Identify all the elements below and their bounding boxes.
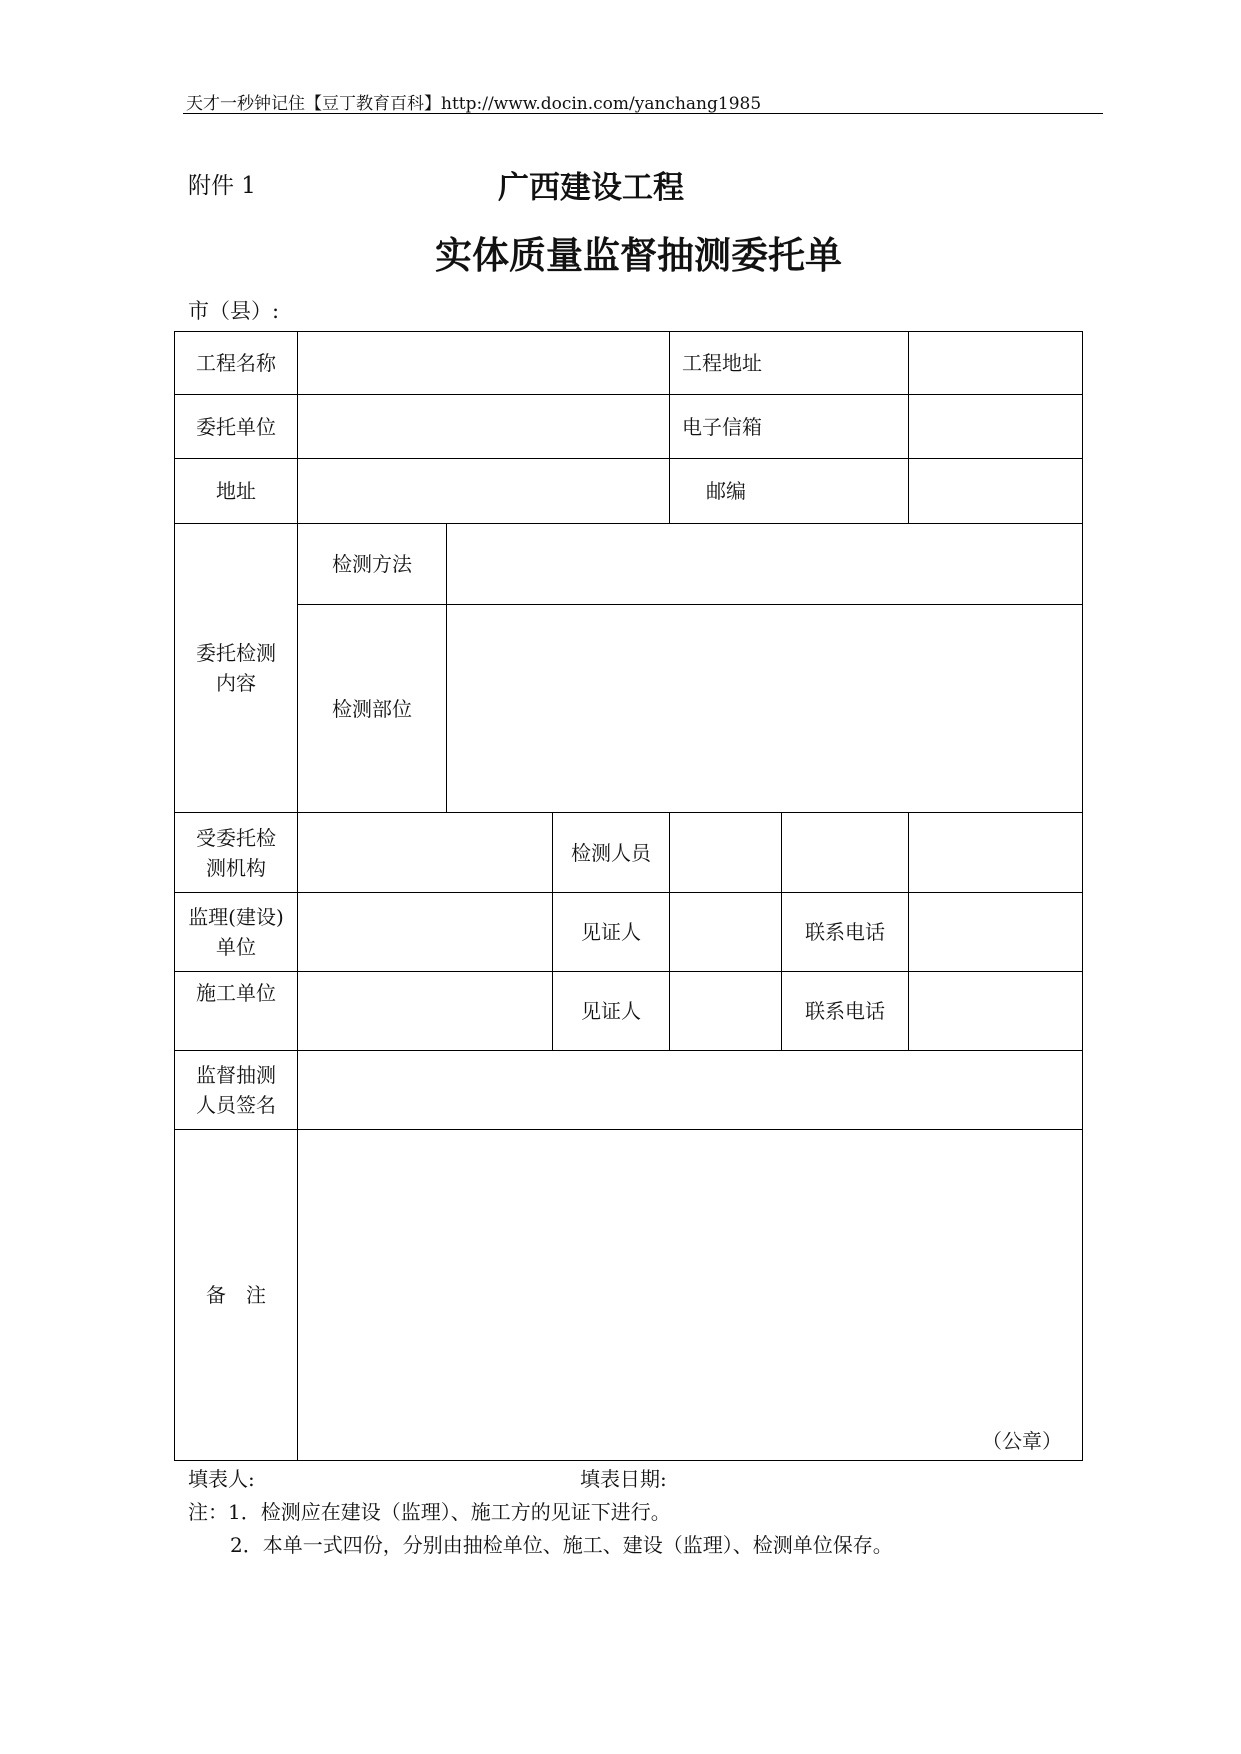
phone-label-1: 联系电话 <box>782 893 909 972</box>
row-signature <box>175 1051 1083 1130</box>
test-content-label: 委托检测 内容 <box>175 524 298 813</box>
email-label: 电子信箱 <box>670 395 909 459</box>
filled-by-label: 填表人: <box>188 1467 255 1491</box>
test-location-label: 检测部位 <box>298 605 447 813</box>
project-address-label: 工程地址 <box>670 332 909 395</box>
header-rule <box>183 113 1103 114</box>
title-line-1: 广西建设工程 <box>498 170 684 206</box>
postcode-field[interactable] <box>909 459 1083 524</box>
construction-unit-label: 施工单位 <box>175 972 298 1051</box>
witness-label-2: 见证人 <box>553 972 670 1051</box>
remarks-field[interactable] <box>298 1130 1083 1461</box>
row-test-location <box>175 605 1083 813</box>
title-line-2: 实体质量监督抽测委托单 <box>435 234 842 277</box>
annex-label: 附件 1 <box>188 173 256 199</box>
client-unit-field[interactable] <box>298 395 670 459</box>
tester-field-3[interactable] <box>909 813 1083 893</box>
remarks-label: 备 注 <box>175 1130 298 1461</box>
witness-label-1: 见证人 <box>553 893 670 972</box>
row-remarks <box>175 1130 1083 1461</box>
test-method-field[interactable] <box>447 524 1083 605</box>
witness-field-2[interactable] <box>670 972 782 1051</box>
city-county-label: 市（县）: <box>188 299 280 323</box>
phone-field-2[interactable] <box>909 972 1083 1051</box>
test-location-field[interactable] <box>447 605 1083 813</box>
agency-field[interactable] <box>298 813 553 893</box>
inspector-signature-field[interactable] <box>298 1051 1083 1130</box>
official-seal-label: （公章） <box>982 1429 1063 1453</box>
test-method-label: 检测方法 <box>298 524 447 605</box>
postcode-label: 邮编 <box>670 459 909 524</box>
fill-date-label: 填表日期: <box>580 1467 667 1491</box>
supervision-unit-label: 监理(建设) 单位 <box>175 893 298 972</box>
project-address-field[interactable] <box>909 332 1083 395</box>
row-client <box>175 395 1083 459</box>
phone-label-2: 联系电话 <box>782 972 909 1051</box>
witness-field-1[interactable] <box>670 893 782 972</box>
email-field[interactable] <box>909 395 1083 459</box>
project-name-label: 工程名称 <box>175 332 298 395</box>
row-supervision <box>175 893 1083 972</box>
row-test-method <box>175 524 1083 605</box>
tester-field-2[interactable] <box>782 813 909 893</box>
supervision-unit-field[interactable] <box>298 893 553 972</box>
address-label: 地址 <box>175 459 298 524</box>
page-header-text: 天才一秒钟记住【豆丁教育百科】http://www.docin.com/yanchang1985 <box>186 94 762 114</box>
agency-label: 受委托检 测机构 <box>175 813 298 893</box>
row-agency <box>175 813 1083 893</box>
footnote-1: 注：1．检测应在建设（监理）、施工方的见证下进行。 <box>188 1500 671 1524</box>
phone-field-1[interactable] <box>909 893 1083 972</box>
commission-form-table <box>174 331 1083 1461</box>
footnote-2: 2．本单一式四份，分别由抽检单位、施工、建设（监理）、检测单位保存。 <box>230 1533 893 1557</box>
row-project <box>175 332 1083 395</box>
address-field[interactable] <box>298 459 670 524</box>
tester-field-1[interactable] <box>670 813 782 893</box>
client-unit-label: 委托单位 <box>175 395 298 459</box>
row-construction <box>175 972 1083 1051</box>
project-name-field[interactable] <box>298 332 670 395</box>
inspector-signature-label: 监督抽测 人员签名 <box>175 1051 298 1130</box>
row-address <box>175 459 1083 524</box>
construction-unit-field[interactable] <box>298 972 553 1051</box>
tester-label: 检测人员 <box>553 813 670 893</box>
